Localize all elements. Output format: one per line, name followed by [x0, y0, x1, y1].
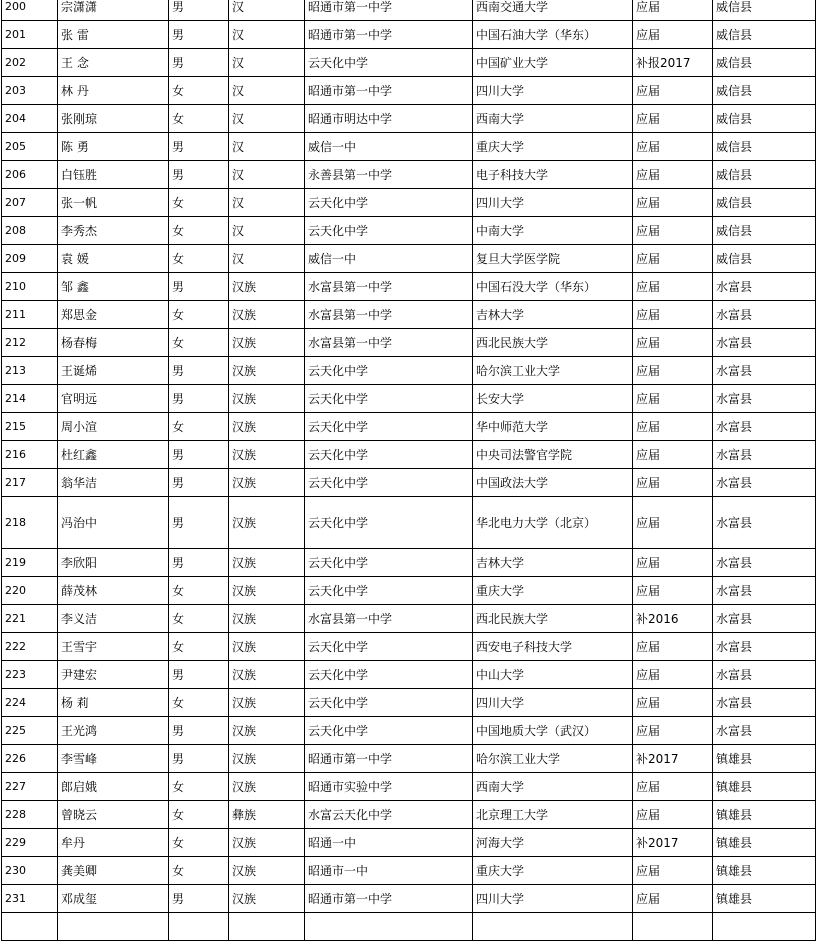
cell-gender: 男 — [169, 745, 229, 773]
cell-name: 尹建宏 — [58, 661, 169, 689]
cell-university: 重庆大学 — [473, 857, 633, 885]
cell-school: 云天化中学 — [305, 413, 473, 441]
cell-type: 应届 — [633, 217, 713, 245]
cell-university: 长安大学 — [473, 385, 633, 413]
cell-school: 昭通市第一中学 — [305, 21, 473, 49]
cell-type: 应届 — [633, 413, 713, 441]
cell-ethnicity: 汉 — [229, 161, 305, 189]
cell-ethnicity: 汉族 — [229, 717, 305, 745]
cell-gender: 女 — [169, 189, 229, 217]
cell-university: 哈尔滨工业大学 — [473, 745, 633, 773]
table-row — [2, 77, 816, 105]
cell-county: 水富县 — [713, 441, 816, 469]
cell-name: 李秀杰 — [58, 217, 169, 245]
cell-ethnicity: 汉 — [229, 133, 305, 161]
cell-school: 水富云天化中学 — [305, 801, 473, 829]
cell-name: 薛茂林 — [58, 577, 169, 605]
cell-name: 翁华洁 — [58, 469, 169, 497]
cell-gender: 男 — [169, 357, 229, 385]
cell-type: 应届 — [633, 801, 713, 829]
cell-no: 216 — [2, 441, 58, 469]
cell-type: 应届 — [633, 717, 713, 745]
cell-no: 219 — [2, 549, 58, 577]
cell-name: 王 念 — [58, 49, 169, 77]
cell-name: 王诞烯 — [58, 357, 169, 385]
cell-county: 水富县 — [713, 413, 816, 441]
cell-school: 云天化中学 — [305, 189, 473, 217]
cell-ethnicity: 汉族 — [229, 549, 305, 577]
cell-gender: 男 — [169, 273, 229, 301]
cell-no — [2, 913, 58, 941]
cell-school: 云天化中学 — [305, 633, 473, 661]
cell-university: 四川大学 — [473, 885, 633, 913]
cell-no: 221 — [2, 605, 58, 633]
cell-school: 云天化中学 — [305, 49, 473, 77]
table-row — [2, 469, 816, 497]
cell-name: 曾晓云 — [58, 801, 169, 829]
cell-no: 213 — [2, 357, 58, 385]
table-row — [2, 301, 816, 329]
cell-gender: 女 — [169, 105, 229, 133]
cell-ethnicity: 汉族 — [229, 633, 305, 661]
table-row — [2, 441, 816, 469]
cell-ethnicity: 汉族 — [229, 745, 305, 773]
cell-type: 应届 — [633, 469, 713, 497]
cell-no: 222 — [2, 633, 58, 661]
cell-gender: 男 — [169, 0, 229, 21]
cell-university: 华北电力大学（北京） — [473, 497, 633, 549]
cell-gender: 男 — [169, 717, 229, 745]
cell-no: 203 — [2, 77, 58, 105]
table-row — [2, 329, 816, 357]
cell-county: 水富县 — [713, 329, 816, 357]
cell-gender: 女 — [169, 217, 229, 245]
cell-university: 西南交通大学 — [473, 0, 633, 21]
cell-type: 应届 — [633, 549, 713, 577]
cell-name: 王雪宇 — [58, 633, 169, 661]
cell-county: 水富县 — [713, 497, 816, 549]
cell-no: 211 — [2, 301, 58, 329]
cell-ethnicity: 汉族 — [229, 385, 305, 413]
cell-name: 张刚琼 — [58, 105, 169, 133]
cell-school: 云天化中学 — [305, 217, 473, 245]
cell-school: 水富县第一中学 — [305, 605, 473, 633]
cell-county — [713, 913, 816, 941]
cell-gender: 男 — [169, 385, 229, 413]
cell-no: 202 — [2, 49, 58, 77]
cell-no: 215 — [2, 413, 58, 441]
cell-type: 应届 — [633, 633, 713, 661]
cell-type: 补2017 — [633, 829, 713, 857]
cell-ethnicity — [229, 913, 305, 941]
cell-no: 210 — [2, 273, 58, 301]
table-row — [2, 161, 816, 189]
cell-county: 镇雄县 — [713, 885, 816, 913]
cell-name: 王光鸿 — [58, 717, 169, 745]
cell-name: 邓成玺 — [58, 885, 169, 913]
table-row — [2, 49, 816, 77]
cell-type: 补报2017 — [633, 49, 713, 77]
table-row — [2, 217, 816, 245]
cell-school: 昭通市实验中学 — [305, 773, 473, 801]
table-row — [2, 633, 816, 661]
cell-gender: 男 — [169, 885, 229, 913]
cell-university: 中国矿业大学 — [473, 49, 633, 77]
cell-ethnicity: 汉族 — [229, 661, 305, 689]
cell-type: 应届 — [633, 385, 713, 413]
cell-ethnicity: 汉族 — [229, 441, 305, 469]
cell-university: 中国石油大学（华东） — [473, 21, 633, 49]
cell-county: 水富县 — [713, 357, 816, 385]
cell-ethnicity: 汉 — [229, 245, 305, 273]
table-row — [2, 133, 816, 161]
cell-ethnicity: 汉族 — [229, 605, 305, 633]
cell-ethnicity: 汉族 — [229, 329, 305, 357]
cell-no: 209 — [2, 245, 58, 273]
cell-school: 昭通市第一中学 — [305, 77, 473, 105]
cell-school: 水富县第一中学 — [305, 329, 473, 357]
cell-name: 袁 媛 — [58, 245, 169, 273]
cell-ethnicity: 汉族 — [229, 413, 305, 441]
cell-no: 230 — [2, 857, 58, 885]
cell-school: 云天化中学 — [305, 385, 473, 413]
cell-university: 中南大学 — [473, 217, 633, 245]
cell-no: 227 — [2, 773, 58, 801]
cell-school: 云天化中学 — [305, 357, 473, 385]
cell-university: 中山大学 — [473, 661, 633, 689]
cell-university: 中国石没大学（华东） — [473, 273, 633, 301]
table-row — [2, 773, 816, 801]
cell-gender: 女 — [169, 801, 229, 829]
cell-county: 镇雄县 — [713, 857, 816, 885]
cell-gender: 男 — [169, 469, 229, 497]
cell-name: 杨春梅 — [58, 329, 169, 357]
table-row — [2, 189, 816, 217]
cell-county: 镇雄县 — [713, 773, 816, 801]
cell-no: 228 — [2, 801, 58, 829]
table-row — [2, 413, 816, 441]
table-row — [2, 0, 816, 21]
cell-no: 218 — [2, 497, 58, 549]
cell-gender: 女 — [169, 605, 229, 633]
cell-name: 白钰胜 — [58, 161, 169, 189]
cell-county: 水富县 — [713, 301, 816, 329]
cell-university: 四川大学 — [473, 77, 633, 105]
cell-county: 水富县 — [713, 385, 816, 413]
cell-school: 云天化中学 — [305, 689, 473, 717]
cell-no: 201 — [2, 21, 58, 49]
cell-gender: 女 — [169, 773, 229, 801]
cell-school: 云天化中学 — [305, 497, 473, 549]
cell-county: 威信县 — [713, 77, 816, 105]
cell-no: 226 — [2, 745, 58, 773]
cell-type: 应届 — [633, 189, 713, 217]
cell-no: 231 — [2, 885, 58, 913]
table-row — [2, 577, 816, 605]
table-row — [2, 21, 816, 49]
cell-university: 西安电子科技大学 — [473, 633, 633, 661]
cell-university: 华中师范大学 — [473, 413, 633, 441]
cell-name: 官明远 — [58, 385, 169, 413]
cell-gender: 男 — [169, 661, 229, 689]
cell-type: 应届 — [633, 577, 713, 605]
cell-gender: 女 — [169, 577, 229, 605]
cell-no: 207 — [2, 189, 58, 217]
table-row — [2, 605, 816, 633]
cell-county: 威信县 — [713, 105, 816, 133]
cell-university: 河海大学 — [473, 829, 633, 857]
cell-name: 宗潇潇 — [58, 0, 169, 21]
cell-ethnicity: 汉族 — [229, 773, 305, 801]
cell-school: 云天化中学 — [305, 549, 473, 577]
cell-type: 应届 — [633, 161, 713, 189]
cell-school: 昭通市第一中学 — [305, 885, 473, 913]
cell-name: 林 丹 — [58, 77, 169, 105]
cell-county: 镇雄县 — [713, 745, 816, 773]
cell-no: 223 — [2, 661, 58, 689]
cell-county: 威信县 — [713, 21, 816, 49]
cell-ethnicity: 汉族 — [229, 273, 305, 301]
cell-ethnicity: 汉族 — [229, 829, 305, 857]
cell-type: 补2016 — [633, 605, 713, 633]
cell-county: 威信县 — [713, 189, 816, 217]
cell-ethnicity: 汉族 — [229, 689, 305, 717]
cell-ethnicity: 汉族 — [229, 885, 305, 913]
cell-ethnicity: 汉 — [229, 77, 305, 105]
cell-county: 水富县 — [713, 605, 816, 633]
cell-gender: 女 — [169, 413, 229, 441]
cell-university: 电子科技大学 — [473, 161, 633, 189]
cell-name: 杨 莉 — [58, 689, 169, 717]
cell-type: 应届 — [633, 301, 713, 329]
cell-university: 西北民族大学 — [473, 329, 633, 357]
table-row — [2, 857, 816, 885]
cell-county: 水富县 — [713, 633, 816, 661]
cell-county: 水富县 — [713, 689, 816, 717]
cell-no: 205 — [2, 133, 58, 161]
cell-school: 云天化中学 — [305, 441, 473, 469]
cell-ethnicity: 汉族 — [229, 469, 305, 497]
cell-type: 应届 — [633, 273, 713, 301]
cell-gender: 女 — [169, 329, 229, 357]
cell-county: 镇雄县 — [713, 829, 816, 857]
cell-university: 北京理工大学 — [473, 801, 633, 829]
cell-gender: 女 — [169, 245, 229, 273]
cell-name — [58, 913, 169, 941]
table-row — [2, 661, 816, 689]
cell-no: 225 — [2, 717, 58, 745]
table-row — [2, 829, 816, 857]
cell-type: 应届 — [633, 885, 713, 913]
cell-university: 西南大学 — [473, 773, 633, 801]
table-row — [2, 105, 816, 133]
cell-gender: 女 — [169, 857, 229, 885]
cell-name: 陈 勇 — [58, 133, 169, 161]
cell-name: 郎启娥 — [58, 773, 169, 801]
cell-county: 威信县 — [713, 49, 816, 77]
cell-school: 昭通市第一中学 — [305, 745, 473, 773]
cell-university: 西北民族大学 — [473, 605, 633, 633]
cell-ethnicity: 汉族 — [229, 577, 305, 605]
cell-gender: 男 — [169, 161, 229, 189]
cell-ethnicity: 汉 — [229, 0, 305, 21]
cell-no: 229 — [2, 829, 58, 857]
admission-table — [1, 0, 816, 941]
table-row — [2, 913, 816, 941]
cell-type: 补2017 — [633, 745, 713, 773]
cell-university: 四川大学 — [473, 689, 633, 717]
table-row — [2, 689, 816, 717]
cell-ethnicity: 彝族 — [229, 801, 305, 829]
cell-university: 哈尔滨工业大学 — [473, 357, 633, 385]
cell-type: 应届 — [633, 689, 713, 717]
cell-school — [305, 913, 473, 941]
cell-gender: 男 — [169, 441, 229, 469]
cell-county: 水富县 — [713, 717, 816, 745]
cell-name: 杜红鑫 — [58, 441, 169, 469]
cell-school: 昭通一中 — [305, 829, 473, 857]
cell-school: 水富县第一中学 — [305, 273, 473, 301]
cell-school: 威信一中 — [305, 245, 473, 273]
cell-type: 应届 — [633, 105, 713, 133]
cell-type: 应届 — [633, 857, 713, 885]
cell-county: 水富县 — [713, 577, 816, 605]
cell-name: 李欣阳 — [58, 549, 169, 577]
cell-school: 昭通市明达中学 — [305, 105, 473, 133]
cell-type: 应届 — [633, 773, 713, 801]
cell-university: 中央司法警官学院 — [473, 441, 633, 469]
table-row — [2, 273, 816, 301]
table-row — [2, 385, 816, 413]
cell-ethnicity: 汉 — [229, 21, 305, 49]
cell-school: 永善县第一中学 — [305, 161, 473, 189]
cell-gender: 女 — [169, 829, 229, 857]
cell-no: 220 — [2, 577, 58, 605]
cell-name: 牟丹 — [58, 829, 169, 857]
cell-ethnicity: 汉 — [229, 189, 305, 217]
cell-type: 应届 — [633, 21, 713, 49]
cell-university: 重庆大学 — [473, 133, 633, 161]
cell-gender: 男 — [169, 49, 229, 77]
cell-school: 水富县第一中学 — [305, 301, 473, 329]
cell-name: 冯治中 — [58, 497, 169, 549]
cell-gender: 女 — [169, 689, 229, 717]
cell-university: 复旦大学医学院 — [473, 245, 633, 273]
cell-name: 李义洁 — [58, 605, 169, 633]
cell-county: 水富县 — [713, 549, 816, 577]
cell-county: 水富县 — [713, 661, 816, 689]
cell-school: 云天化中学 — [305, 661, 473, 689]
cell-no: 224 — [2, 689, 58, 717]
cell-type: 应届 — [633, 357, 713, 385]
table-row — [2, 885, 816, 913]
cell-university: 中国地质大学（武汉） — [473, 717, 633, 745]
cell-ethnicity: 汉 — [229, 105, 305, 133]
cell-county: 水富县 — [713, 469, 816, 497]
cell-school: 昭通市一中 — [305, 857, 473, 885]
cell-university: 重庆大学 — [473, 577, 633, 605]
table-row — [2, 357, 816, 385]
cell-gender: 男 — [169, 497, 229, 549]
cell-university: 吉林大学 — [473, 301, 633, 329]
cell-type: 应届 — [633, 0, 713, 21]
table-row — [2, 245, 816, 273]
table-row — [2, 801, 816, 829]
cell-county: 威信县 — [713, 133, 816, 161]
cell-gender: 男 — [169, 549, 229, 577]
cell-name: 张一帆 — [58, 189, 169, 217]
cell-no: 200 — [2, 0, 58, 21]
cell-gender: 女 — [169, 301, 229, 329]
cell-type — [633, 913, 713, 941]
cell-county: 威信县 — [713, 161, 816, 189]
cell-type: 应届 — [633, 661, 713, 689]
cell-no: 208 — [2, 217, 58, 245]
cell-school: 云天化中学 — [305, 577, 473, 605]
cell-gender: 男 — [169, 133, 229, 161]
cell-name: 张 雷 — [58, 21, 169, 49]
cell-ethnicity: 汉族 — [229, 357, 305, 385]
cell-county: 威信县 — [713, 217, 816, 245]
cell-university: 中国政法大学 — [473, 469, 633, 497]
cell-ethnicity: 汉族 — [229, 301, 305, 329]
cell-county: 威信县 — [713, 245, 816, 273]
cell-university: 西南大学 — [473, 105, 633, 133]
cell-type: 应届 — [633, 329, 713, 357]
cell-ethnicity: 汉 — [229, 49, 305, 77]
cell-type: 应届 — [633, 497, 713, 549]
cell-gender — [169, 913, 229, 941]
cell-name: 李雪峰 — [58, 745, 169, 773]
cell-no: 214 — [2, 385, 58, 413]
cell-type: 应届 — [633, 77, 713, 105]
cell-name: 郑思金 — [58, 301, 169, 329]
cell-type: 应届 — [633, 245, 713, 273]
table-row — [2, 717, 816, 745]
cell-ethnicity: 汉 — [229, 217, 305, 245]
cell-county: 镇雄县 — [713, 801, 816, 829]
cell-gender: 女 — [169, 77, 229, 105]
table-row — [2, 497, 816, 549]
cell-university: 吉林大学 — [473, 549, 633, 577]
table-row — [2, 745, 816, 773]
cell-school: 云天化中学 — [305, 469, 473, 497]
cell-county: 威信县 — [713, 0, 816, 21]
cell-ethnicity: 汉族 — [229, 497, 305, 549]
cell-school: 云天化中学 — [305, 717, 473, 745]
cell-gender: 女 — [169, 633, 229, 661]
cell-name: 龚美卿 — [58, 857, 169, 885]
cell-no: 206 — [2, 161, 58, 189]
cell-name: 邹 鑫 — [58, 273, 169, 301]
cell-school: 昭通市第一中学 — [305, 0, 473, 21]
cell-name: 周小渲 — [58, 413, 169, 441]
cell-ethnicity: 汉族 — [229, 857, 305, 885]
cell-type: 应届 — [633, 133, 713, 161]
cell-no: 204 — [2, 105, 58, 133]
cell-no: 217 — [2, 469, 58, 497]
cell-county: 水富县 — [713, 273, 816, 301]
cell-no: 212 — [2, 329, 58, 357]
table-row — [2, 549, 816, 577]
cell-university: 四川大学 — [473, 189, 633, 217]
cell-university — [473, 913, 633, 941]
cell-type: 应届 — [633, 441, 713, 469]
cell-school: 威信一中 — [305, 133, 473, 161]
cell-gender: 男 — [169, 21, 229, 49]
